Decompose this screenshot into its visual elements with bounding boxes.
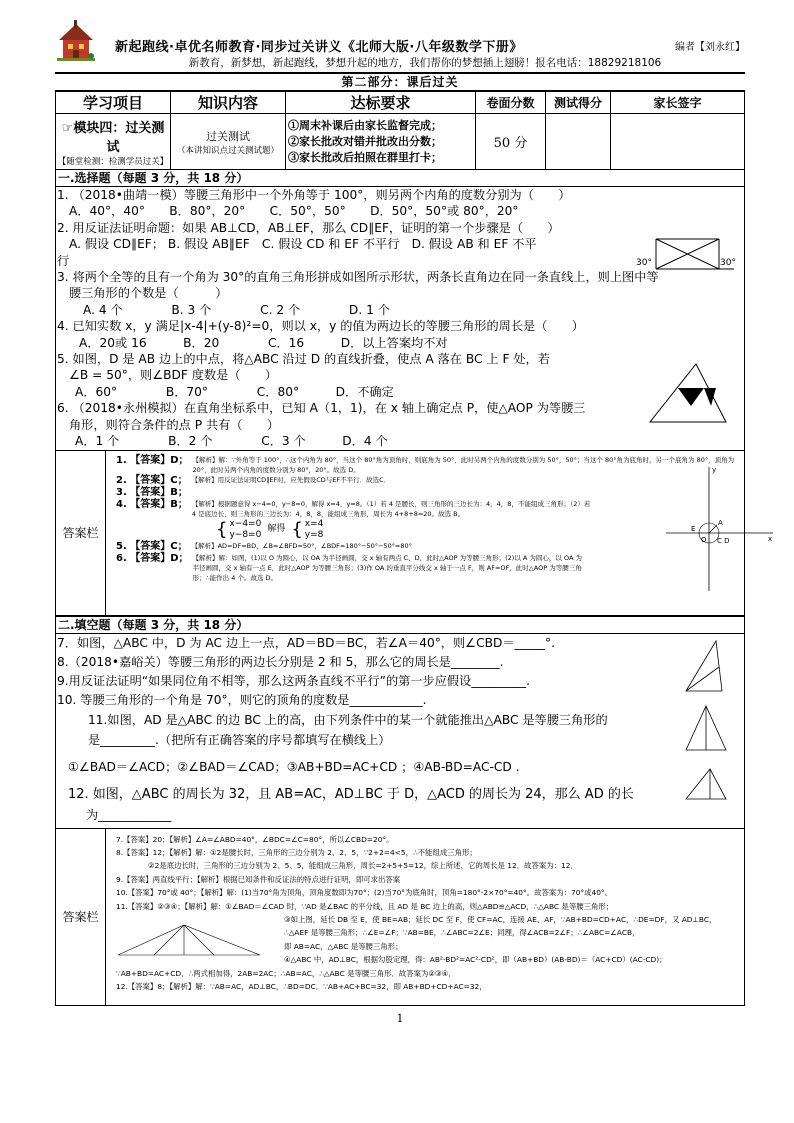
question-3-options: A. 4 个 B. 3 个 C. 2 个 D. 1 个: [83, 302, 390, 317]
content-line1: 过关测试: [206, 129, 250, 143]
coordinate-axes-figure: [661, 463, 776, 593]
fold-triangle-figure: [646, 362, 731, 426]
answer-4: [116, 499, 596, 519]
question-3-stem-cont: 腰三角形的个数是（ ）: [69, 286, 228, 301]
angle-label-right: 30°: [720, 258, 736, 268]
answer-5-key: 5. 【答案】C；: [116, 540, 188, 552]
answer-2-exp: 【解析】用反证法证明CD∥EF时，应先假设CD与EF不平行．故选C．: [191, 475, 391, 484]
eq1-line2: y−8=0: [229, 529, 262, 540]
question-1-stem: 1. （2018•曲靖一模）等腰三角形中一个外角等于 100°，则另两个内角的度数分别为（ ）: [57, 188, 571, 202]
requirement-1: ①周末补课后由家长监督完成；: [288, 118, 442, 132]
question-1: [56, 187, 744, 220]
point-e-label: E: [691, 524, 696, 533]
fill-section-head: 二.填空题（每题 3 分，共 18 分）: [56, 617, 744, 634]
answer-6-exp: 【解析】解：如图，(1)以 O 为圆心，以 OA 为半径画圆，交 x 轴有两点 C、D，此时△AOP 为等腰三角形；(2)以 A 为圆心，以 OA 为半径画圆，交 x 轴有一点 E，此时△AOP 为等腰三角形；(3)作 OA 的垂直平分线交 x 轴于一点 F，则 AF=OF，此时△AOP 为等腰三角形；∴能作出 4 个。故选 D。: [192, 553, 582, 582]
answer-1-exp: 【解析】解：∵外角等于 100°，∴这个内角为 80°，当这个 80°角为顶角时，则底角为 50°，此时另两个内角的度数分别为 50°，50°；当这个 80°角为底角时，另一个底角为 80°，顶角为 20°，此时另两个内角的度数分别为 80°，20°。故选 D。: [192, 455, 735, 474]
question-10: 10. 等腰三角形的一个角是 70°，则它的顶角的度数是____________.: [57, 692, 427, 707]
header: [55, 18, 745, 56]
choice-section-head: 一.选择题（每题 3 分，共 18 分）: [56, 170, 744, 187]
requirement-cell: [286, 114, 476, 170]
header-title: 新起跑线·卓优名师教育·同步过关讲义《北师大版·八年级数学下册》: [115, 40, 523, 55]
answer-5: [116, 541, 738, 553]
answer-11-line6: ∵AB+BD=AC+CD，∴两式相加得，2AB=2AC；∴AB=AC，∴△ABC 是等腰三角形．故答案为②③④．: [116, 968, 456, 978]
question-4-stem: 4. 已知实数 x，y 满足|x-4|+(y-8)²=0，则以 x，y 的值为两边长的等腰三角形的周长是（ ）: [57, 319, 584, 334]
question-8: 8.（2018•嘉峪关）等腰三角形的两边长分别是 2 和 5，那么它的周长是________.: [57, 654, 504, 669]
choice-section: [55, 170, 773, 616]
answer-1-key: 1. 【答案】D；: [116, 454, 189, 466]
answer-12: 12.【答案】8；【解析】解：∵AB=AC，AD⊥BC，∴BD=DC．∵AB+AC+BC=32，即 AB+BD+CD+AC=32，: [116, 981, 487, 991]
question-3: [56, 269, 744, 318]
module-title: ☞模块四：过关测试: [61, 120, 165, 155]
question-7: 7．如图，△ABC 中，D 为 AC 边上一点，AD＝BD＝BC，若∠A＝40°，则∠CBD＝_____°.: [57, 635, 555, 650]
right-triangle-figure: [682, 765, 730, 803]
triangle-abc-figure: [682, 637, 730, 695]
fill-answer-body: [106, 829, 744, 1005]
answer-10: 10.【答案】70°或 40°；【解析】解：(1)当70°角为顶角，顶角度数即为70°；(2)当70°为底角时，顶角=180°-2×70°=40°。故答案为：70°或40°。: [116, 888, 613, 898]
answer-11-line2: ③如上图，延长 DB 至 E，使 BE=AB；延长 DC 至 F，使 CF=AC，连接 AE、AF，∵AB+BD=CD+AC，∴DE=DF，又 AD⊥BC，: [284, 914, 717, 924]
question-6-options: A．1 个 B．2 个 C．3 个 D．4 个: [75, 434, 388, 449]
question-5-options: A．60° B．70° C．80° D．不确定: [75, 384, 394, 399]
answer-6-key: 6. 【答案】D；: [116, 552, 189, 564]
points-label: C D: [717, 536, 730, 545]
question-6: [56, 400, 744, 449]
module-cell: [56, 114, 171, 170]
eq-solve-word: 解得: [267, 524, 286, 534]
question-12-stem-cont: 为____________: [86, 807, 172, 822]
answer-1: [116, 455, 738, 475]
school-logo-icon: [55, 18, 97, 66]
requirement-3: ③家长批改后拍照在群里打卡；: [288, 150, 442, 164]
origin-label: O: [701, 535, 707, 544]
question-6-stem: 6. （2018•永州模拟）在直角坐标系中，已知 A（1，1)，在 x 轴上确定点 P，使△AOP 为等腰三: [57, 401, 586, 416]
answer-9: 9.【答案】两直线平行；【解析】根据已知条件和反证法的特点进行证明，即可求出答案: [116, 874, 401, 884]
question-5: [56, 351, 744, 400]
question-1-options: A．40°，40° B．80°，20° C．50°，50° D．50°，50°或 80°，20°: [69, 204, 519, 219]
answer-11-line5: ④△ABC 中，AD⊥BC，根据勾股定理，得：AB²-BD²=AC²-CD²，即（AB+BD）(AB-BD)＝（AC+CD）(AC-CD)；: [284, 955, 667, 965]
plan-table: [55, 91, 745, 170]
col-score: 卷面分数: [476, 92, 546, 114]
fill-section: [55, 616, 745, 1006]
answer-2-key: 2. 【答案】C；: [116, 474, 188, 486]
answer-7: 7.【答案】20；【解析】∠A=∠ABD=40°，∠BDC=∠C=80°，所以∠CBD=20°。: [116, 834, 394, 844]
answer-11-line4: 即 AB=AC，△ABC 是等腰三角形；: [284, 941, 403, 951]
score-cell: 50 分: [476, 114, 546, 170]
isosceles-triangle-figure: [682, 702, 730, 754]
eq1-line1: x−4=0: [229, 518, 262, 529]
answer-11: 11.【答案】②③④；【解析】解：①∠BAD＝∠CAD 时，∵AD 是∠BAC 的平分线，且 AD 是 BC 边上的高，则△ABD≌△ACD，∴△ABC 是等腰三角形；: [116, 901, 614, 911]
question-5-stem-cont: ∠B = 50°，则∠BDF 度数是（ ）: [69, 368, 278, 383]
eq2-line2: y=8: [304, 529, 324, 540]
x-axis-label: x: [768, 534, 773, 543]
answer-3: [116, 487, 738, 499]
two-triangles-figure: [634, 234, 744, 274]
answer-2: [116, 475, 738, 487]
answer-4-exp: 【解析】根据题意得 x−4=0，y−8=0，解得 x=4，y=8。（1）若 4 是腰长，则三角形的三边长为：4，4，8，不能组成三角形；（2）若 4 是底边长，则三角形的三边长为：4，8，8，能组成三角形，周长为 4+8+8=20。故选 B。: [191, 499, 591, 518]
col-requirement: 达标要求: [286, 92, 476, 114]
question-2-options: A. 假设 CD∥EF； B. 假设 AB∥EF C. 假设 CD 和 EF 不平行 D. 假设 AB 和 EF 不平: [69, 237, 537, 252]
answer-11-figure: [114, 921, 264, 963]
parent-sign-cell[interactable]: [611, 114, 745, 170]
question-12-stem: 12. 如图，△ABC 的周长为 32，且 AB=AC，AD⊥BC 于 D，△ACD 的周长为 24，那么 AD 的长: [68, 786, 634, 802]
part-title: 第二部分：课后过关: [55, 74, 745, 91]
requirement-2: ②家长批改对错并批改出分数；: [288, 134, 442, 148]
header-slogan: 新教育，新梦想，新起跑线，梦想升起的地方，我们帮你的梦想插上翅膀！报名电话：18829218106: [188, 57, 662, 69]
question-9: 9.用反证法证明“如果同位角不相等，那么这两条直线不平行”的第一步应假设_________.: [57, 673, 530, 688]
col-test-score: 测试得分: [546, 92, 611, 114]
choice-answer-row: [56, 450, 773, 615]
col-parent-sign: 家长签字: [611, 92, 745, 114]
question-5-stem: 5. 如图，D 是 AB 边上的中点，将△ABC 沿过 D 的直线折叠，使点 A 落在 BC 上 F 处，若: [57, 352, 550, 367]
question-3-stem: 3. 将两个全等的且有一个角为 30°的直角三角形拼成如图所示形状，两条长直角边在同一条直线上，则上图中等: [57, 270, 659, 285]
content-cell: [171, 114, 286, 170]
test-score-cell[interactable]: [546, 114, 611, 170]
question-11-options: ①∠BAD＝∠ACD；②∠BAD＝∠CAD；③AB+BD=AC+CD ；④AB-BD=AC-CD .: [68, 759, 520, 774]
choice-answer-body: [106, 451, 773, 615]
question-4-options: A．20或 16 B．20 C．16 D．以上答案均不对: [79, 335, 448, 350]
answer-5-exp: 【解析】AD=DF=BD，∠B=∠BFD=50°，∠BDF=180°−50°−50°=80°: [191, 541, 412, 550]
question-6-stem-cont: 角形，则符合条件的点 P 共有（ ）: [69, 417, 280, 432]
answer-8-cont: ②2是底边长时，三角形的三边分别为 2、5、5，能组成三角形，周长=2+5+5=12，综上所述，它的周长是 12．故答案为：12．: [148, 861, 578, 871]
eq2-line1: x=4: [304, 518, 324, 529]
question-4: [56, 318, 744, 351]
point-a-label: A: [718, 518, 723, 527]
header-editor: 编者【刘永红】: [675, 42, 745, 53]
answer-3-key: 3. 【答案】B；: [116, 486, 188, 498]
answer-11-line3: ∴△AEF 是等腰三角形；∴∠E=∠F；∵AB=BE，∴∠ABC=2∠E；同理，得∠ACB=2∠F；∴∠ABC=∠ACB，: [284, 928, 640, 938]
question-11-stem-cont: 是_________.（把所有正确答案的序号都填写在横线上）: [88, 732, 391, 747]
question-2-options-cont: 行: [57, 253, 70, 268]
fill-answer-label: 答案栏: [56, 829, 106, 1005]
answer-6: [116, 553, 586, 583]
answer-4-key: 4. 【答案】B；: [116, 498, 188, 510]
col-knowledge: 知识内容: [171, 92, 286, 114]
answer-4-equations: { x−4=0 y−8=0 解得 { x=4 y=8: [216, 518, 324, 540]
col-study-item: 学习项目: [56, 92, 171, 114]
question-11-stem: 11.如图，AD 是△ABC 的边 BC 上的高，由下列条件中的某一个就能推出△ABC 是等腰三角形的: [88, 712, 608, 727]
worksheet-page: [55, 18, 773, 1025]
choice-answer-label: 答案栏: [56, 451, 106, 615]
angle-label-left: 30°: [636, 258, 652, 268]
y-axis-label: y: [712, 465, 717, 474]
page-number: 1: [396, 1011, 404, 1025]
module-subtitle: 【随堂检测：检测学员过关】: [57, 156, 169, 167]
content-line2: （本讲知识点过关测试题）: [176, 145, 279, 156]
question-2-stem: 2. 用反证法证明命题：如果 AB⊥CD，AB⊥EF，那么 CD∥EF，证明的第一个步骤是（ ）: [57, 220, 560, 235]
answer-8: 8.【答案】12；【解析】解：①2是腰长时，三角形的三边分别为 2、2、5，∵2+2=4<5，∴不能组成三角形；: [116, 847, 477, 857]
fill-answer-row: [56, 828, 744, 1005]
